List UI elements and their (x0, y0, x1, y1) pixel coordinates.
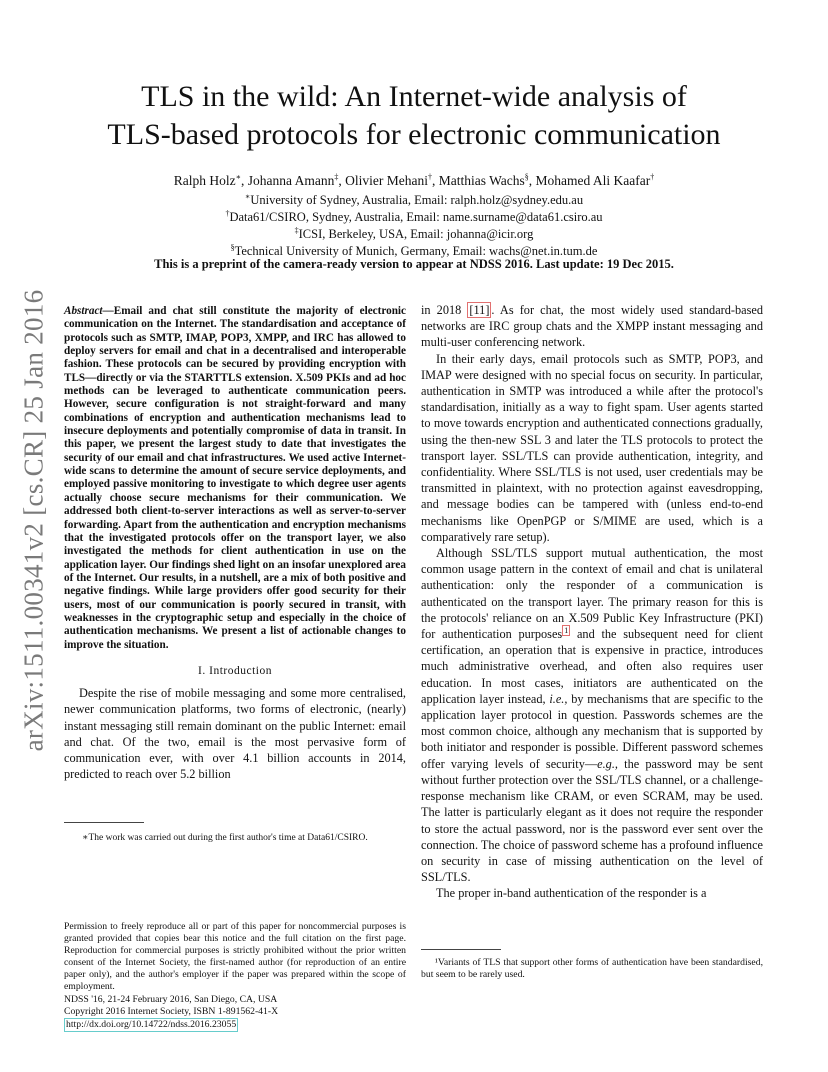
abstract-text: —Email and chat still constitute the majority of electronic communication on the Internet. The standardisation and acceptance of protocols such as SMTP, IMAP, POP3, XMPP, and IRC has allowed to deploy servers for email and chat in a decentralised and interoperable fashion. These protocols can be secured by providing encryption with TLS—directly or via the STARTTLS extension. X.509 PKIs and ad hoc methods can be leveraged to authenticate communication peers. However, secure configuration is not straight-forward and many combinations of encryption and authentication mechanisms lead to insecure deployments and potentially compromise of data in transit. In this paper, we present the largest study to date that investigates the security of our email and chat infrastructures. We used active Internet-wide scans to determine the amount of secure service deployments, and employed passive monitoring to investigate to which degree user agents actually choose secure mechanisms for their communication. We addressed both client-to-server interactions as well as server-to-server forwarding. Apart from the authentication and encryption mechanisms that the investigated protocols offer on the transport layer, we also investigated the methods for client authentication in use on the application layer. Our findings shed light on an insofar unexplored area of the Internet. Our results, in a nutshell, are a mix of both positive and negative findings. While large providers offer good security for their users, most of our communication is poorly secured in transit, with weaknesses in the cryptographic setup and especially in the choice of authentication mechanisms. We present a list of actionable changes to improve the situation. (64, 305, 406, 651)
author: Olivier Mehani† (345, 172, 433, 188)
footnote-rule (64, 822, 144, 823)
affiliation: §Technical University of Munich, Germany, Email: wachs@net.in.tum.de (230, 242, 598, 258)
abstract (64, 305, 406, 652)
section-heading-introduction: I. Introduction (198, 664, 272, 677)
copyright-line: Copyright 2016 Internet Society, ISBN 1-891562-41-X (64, 1005, 279, 1017)
footnote-link[interactable]: 1 (564, 625, 569, 635)
author: Johanna Amann‡ (247, 172, 339, 188)
permission-notice (64, 921, 406, 1032)
affiliation-list (64, 192, 764, 260)
title-line-2: TLS-based protocols for electronic communication (107, 118, 721, 151)
affiliation: ‡ICSI, Berkeley, USA, Email: johanna@icir.org (294, 225, 534, 241)
affiliation: †Data61/CSIRO, Sydney, Australia, Email: name.surname@data61.csiro.au (225, 208, 603, 224)
paragraph: Although SSL/TLS support mutual authentication, the most common usage pattern in the context of email and chat is unilateral authentication: only the responder of a communication is authenticated on the transport layer. The primary reason for this is the protocols' reliance on an X.509 Public Key Infrastructure (PKI) for authentication purposes $^1$ and the subsequent need for client certification, an operation that is expensive in practice, introduces much administrative overhead, and often also requires user education. In most cases, initiators are authenticated on the application layer instead, i.e., by mechanisms that are specific to the application layer protocol in question. Passwords schemes are the most common choice, although any mechanism that is supported by both initiator and responder is possible. Different password schemes offer varying levels of security—e.g., the password may be sent without further protection over the SSL/TLS channel, or a challenge-response mechanism like CRAM, or even SCRAM, may be used. The latter is particularly elegant as it does not require the responder to store the actual password, nor is the password ever sent over the connection. The choice of password scheme has a profound influence on security in case of missing authentication on the level of SSL/TLS. (421, 546, 763, 885)
citation-link[interactable]: [11] (469, 303, 490, 317)
author: Ralph Holz∗ (173, 172, 242, 188)
paper-title (64, 78, 764, 154)
permission-text: Permission to freely reproduce all or part of this paper for noncommercial purposes is granted provided that copies bear this notice and the full citation on the first page. Reproduction for commercial purposes is strictly prohibited without the prior written consent of the Internet Society, the first-named author (for reproduction of an entire paper only), and the author's employer if the paper was prepared within the scope of employment. (64, 921, 406, 993)
right-column (421, 302, 763, 902)
footnote-rule (421, 949, 501, 950)
author: Mohamed Ali Kaafar† (535, 172, 655, 188)
author-list: Ralph Holz∗, Johanna Amann‡, Olivier Mehani†, Matthias Wachs§, Mohamed Ali Kaafar† (173, 172, 655, 188)
paragraph: In their early days, email protocols such as SMTP, POP3, and IMAP were designed with no special focus on security. In particular, authentication in SMTP was introduced a while after the protocol's standardisation, initially as a way to fight spam. User agents started to move towards encryption and authenticated connections gradually, using the then-new SSL 3 and later the TLS protocols to protect the transport layer. SSL/TLS can provide authentication, integrity, and confidentiality. Where SSL/TLS is not used, user credentials may be transmitted in plaintext, with no protection against eavesdropping, and message bodies can be tampered with (unless end-to-end mechanisms like OpenPGP or S/MIME are used, which is a comparatively rare setup). (421, 351, 763, 544)
intro-paragraph: Despite the rise of mobile messaging and some more centralised, newer communication platforms, two forms of electronic, (nearly) instant messaging still remain dominant on the public Internet: email and chat. Of the two, email is the most pervasive form of communication ever, with over 4.1 billion accounts in 2014, predicted to reach over 5.2 billion (64, 686, 406, 782)
arxiv-identifier: arXiv:1511.00341v2 [cs.CR] 25 Jan 2016 (18, 289, 49, 751)
arxiv-stamp (8, 270, 60, 770)
footnote-author-note: ∗The work was carried out during the first author's time at Data61/CSIRO. (82, 833, 368, 843)
author: Matthias Wachs§ (438, 172, 529, 188)
paragraph: The proper in-band authentication of the responder is a (436, 886, 707, 901)
preprint-note: This is a preprint of the camera-ready version to appear at NDSS 2016. Last update: 19 Dec 2015. (154, 257, 674, 271)
conference-line: NDSS '16, 21-24 February 2016, San Diego, CA, USA (64, 993, 278, 1005)
doi-link[interactable]: http://dx.doi.org/10.14722/ndss.2016.23055 (64, 1018, 238, 1032)
title-line-1: TLS in the wild: An Internet-wide analysis of (141, 80, 687, 113)
footnote-1: ¹Variants of TLS that support other forms of authentication have been standardised, but seem to be rarely used. (421, 957, 763, 980)
left-column (64, 305, 406, 782)
abstract-label: Abstract (64, 305, 103, 317)
paragraph: in 2018 [11] . As for chat, the most widely used standard-based networks are IRC group chats and the XMPP instant messaging and multi-user conferencing network. (421, 303, 763, 350)
affiliation: ∗University of Sydney, Australia, Email: ralph.holz@sydney.edu.au (244, 191, 584, 207)
